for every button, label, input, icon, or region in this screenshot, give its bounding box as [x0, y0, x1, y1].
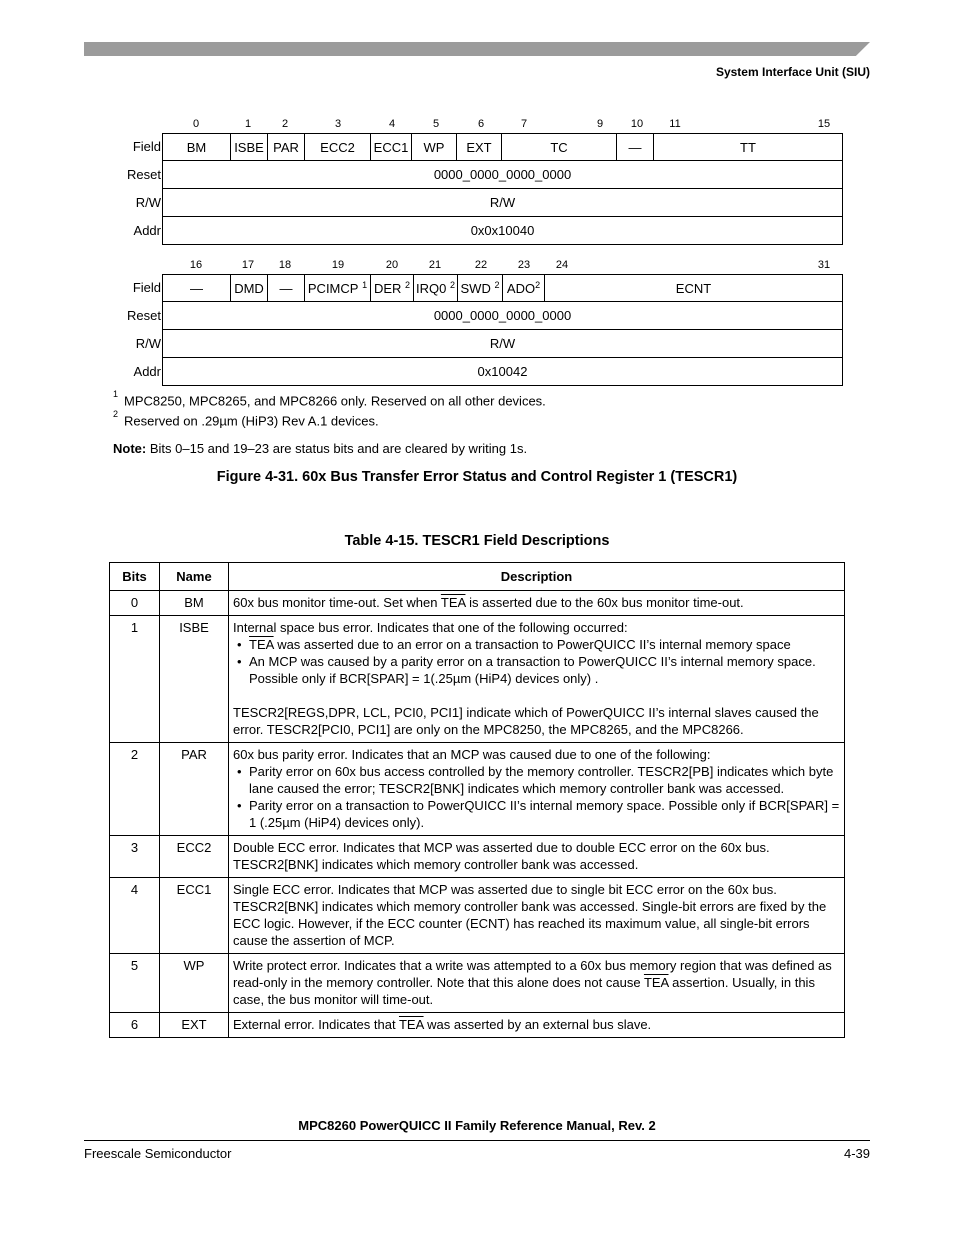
bits-cell: 1: [110, 616, 160, 743]
bit-number: 22: [474, 259, 488, 271]
reset-row-2: [113, 302, 843, 330]
description-cell: 60x bus parity error. Indicates that an MCP was caused due to one of the following: • Parity error on 60x bus access controlled by the memory controller. TESCR2[PB] indicates which byte lane caused the error; TESCR2[BNK] indicates which memory controller bank was accessed. • Parity error on a transaction to PowerQUICC II’s internal memory space. Possible only if BCR[SPAR] = 1 (.25µm (HiP4) devices only).: [229, 743, 845, 836]
column-header: Bits: [110, 563, 160, 591]
bit-number: 18: [278, 259, 292, 271]
table-row: [110, 878, 845, 954]
bit-number: 6: [477, 118, 485, 130]
addr-label: Addr: [133, 364, 161, 379]
bit-numbers-1: [113, 115, 843, 133]
rw-label: R/W: [135, 336, 161, 351]
description-cell: Single ECC error. Indicates that MCP was asserted due to single bit ECC error on the 60x bus. TESCR2[BNK] indicates which memory controller bank was accessed. Single-bit errors are fixed by the ECC logic. However, if the ECC counter (ECNT) has reached its maximum value, all single-bit errors cause the assertion of MCP.: [229, 878, 845, 954]
name-cell: ECC1: [160, 878, 229, 954]
bits-cell: 2: [110, 743, 160, 836]
field-label: Field: [132, 280, 161, 295]
addr-row-1: [113, 217, 843, 245]
field-cell: ECC2: [305, 134, 371, 160]
footnote-1: $^1$ MPC8250, MPC8265, and MPC8266 only. Reserved on all other devices.: [113, 389, 546, 409]
bit-number: 9: [596, 118, 604, 130]
rw-value: R/W: [489, 195, 516, 210]
field-row-2: [113, 274, 843, 302]
bit-number: 0: [192, 118, 200, 130]
reset-label: Reset: [127, 167, 161, 182]
field-cell: SWD $^2$: [458, 275, 503, 301]
description-cell: External error. Indicates that $\overline{TEA}$ was asserted by an external bus slave.: [229, 1013, 845, 1038]
field-cell: —: [617, 134, 654, 160]
bit-number: 2: [281, 118, 289, 130]
field-description-table: [109, 562, 845, 1038]
field-cell: PAR: [268, 134, 305, 160]
bit-numbers-2: [113, 256, 843, 274]
addr-value: 0x0x10040: [470, 223, 535, 238]
name-cell: WP: [160, 954, 229, 1013]
field-cell: WP: [412, 134, 457, 160]
register-diagram-1: [113, 115, 843, 245]
name-cell: BM: [160, 591, 229, 616]
table-row: [110, 954, 845, 1013]
bit-number: 17: [241, 259, 255, 271]
bit-number: 11: [669, 118, 681, 130]
rw-label: R/W: [135, 195, 161, 210]
field-label: Field: [132, 139, 161, 154]
rw-row-2: [113, 330, 843, 358]
description-cell: Double ECC error. Indicates that MCP was asserted due to double ECC error on the 60x bus. TESCR2[BNK] indicates which memory controller bank was accessed.: [229, 836, 845, 878]
bit-number: 21: [428, 259, 442, 271]
rw-row-1: [113, 189, 843, 217]
addr-label: Addr: [133, 223, 161, 238]
bit-number: 7: [520, 118, 528, 130]
bit-number: 15: [817, 118, 831, 130]
addr-row-2: [113, 358, 843, 386]
bit-number: 4: [388, 118, 396, 130]
description-cell: 60x bus monitor time-out. Set when $\overline{TEA}$ is asserted due to the 60x bus monitor time-out.: [229, 591, 845, 616]
bits-cell: 5: [110, 954, 160, 1013]
table-row: [110, 836, 845, 878]
bit-number: 19: [331, 259, 345, 271]
field-cell: ECC1: [371, 134, 412, 160]
field-cell: BM: [163, 134, 231, 160]
footer-manual-title: MPC8260 PowerQUICC II Family Reference Manual, Rev. 2: [298, 1118, 656, 1133]
field-cell: ADO $^2$: [503, 275, 545, 301]
table-header-row: [110, 563, 845, 591]
field-cell: DMD: [231, 275, 268, 301]
figure-caption: Figure 4-31. 60x Bus Transfer Error Status and Control Register 1 (TESCR1): [216, 469, 738, 485]
rw-value: R/W: [489, 336, 516, 351]
footer-divider: [84, 1140, 870, 1141]
bit-number: 23: [517, 259, 531, 271]
page-number: 4-39: [843, 1146, 870, 1161]
name-cell: EXT: [160, 1013, 229, 1038]
field-cell: EXT: [457, 134, 502, 160]
column-header: Name: [160, 563, 229, 591]
bit-number: 31: [817, 259, 831, 271]
name-cell: PAR: [160, 743, 229, 836]
description-cell: Internal space bus error. Indicates that one of the following occurred: • $\overline{TEA}$ was asserted due to an error on a transaction to PowerQUICC II’s internal memory space • An MCP was caused by a parity error on a transaction to PowerQUICC II’s internal memory space. Possible only if BCR[SPAR] = 1(.25µm (HiP4) devices only) . TESCR2[REGS,DPR, LCL, PCI0, PCI1] indicate which of PowerQUICC II’s internal slaves caused the error. TESCR2[PCI0, PCI1] are only on the MPC8250, the MPC8265, and the MPC8266.: [229, 616, 845, 743]
section-title: System Interface Unit (SIU): [715, 65, 870, 79]
bit-number: 5: [432, 118, 440, 130]
bits-cell: 3: [110, 836, 160, 878]
bit-number: 10: [630, 118, 644, 130]
bits-cell: 6: [110, 1013, 160, 1038]
bits-cell: 4: [110, 878, 160, 954]
column-header: Description: [229, 563, 845, 591]
header-bar: [84, 42, 870, 56]
field-cell: —: [268, 275, 305, 301]
field-cell: DER $^2$: [371, 275, 414, 301]
bit-number: 3: [334, 118, 342, 130]
table-row: [110, 591, 845, 616]
table-caption: Table 4-15. TESCR1 Field Descriptions: [344, 533, 610, 549]
reset-row-1: [113, 161, 843, 189]
bit-number: 24: [555, 259, 569, 271]
name-cell: ECC2: [160, 836, 229, 878]
reset-label: Reset: [127, 308, 161, 323]
addr-value: 0x10042: [477, 364, 528, 379]
reset-value: 0000_0000_0000_0000: [433, 167, 572, 182]
description-cell: Write protect error. Indicates that a write was attempted to a 60x bus memory region that was defined as read-only in the memory controller. Note that this alone does not cause $\overline{TEA}$ assertion. Usually, in this case, the bus monitor will time-out.: [229, 954, 845, 1013]
field-cell: TT: [740, 139, 756, 155]
table-row: [110, 616, 845, 743]
register-diagram-2: [113, 256, 843, 386]
field-cell: PCIMCP $^1$: [305, 275, 371, 301]
field-cell: IRQ0 $^2$: [414, 275, 458, 301]
field-cell: ISBE: [231, 134, 268, 160]
field-cell: —: [163, 275, 231, 301]
table-row: [110, 743, 845, 836]
bits-cell: 0: [110, 591, 160, 616]
reset-value: 0000_0000_0000_0000: [433, 308, 572, 323]
field-cell: TC: [502, 134, 617, 160]
note: Note: Bits 0–15 and 19–23 are status bits and are cleared by writing 1s.: [113, 441, 528, 456]
field-row-1: [113, 133, 843, 161]
field-cell: ECNT: [675, 280, 712, 296]
footer-company: Freescale Semiconductor: [84, 1146, 232, 1161]
bit-number: 1: [244, 118, 252, 130]
table-row: [110, 1013, 845, 1038]
bit-number: 16: [189, 259, 203, 271]
name-cell: ISBE: [160, 616, 229, 743]
footnote-2: $^2$ Reserved on .29µm (HiP3) Rev A.1 devices.: [113, 409, 379, 429]
bit-number: 20: [385, 259, 399, 271]
